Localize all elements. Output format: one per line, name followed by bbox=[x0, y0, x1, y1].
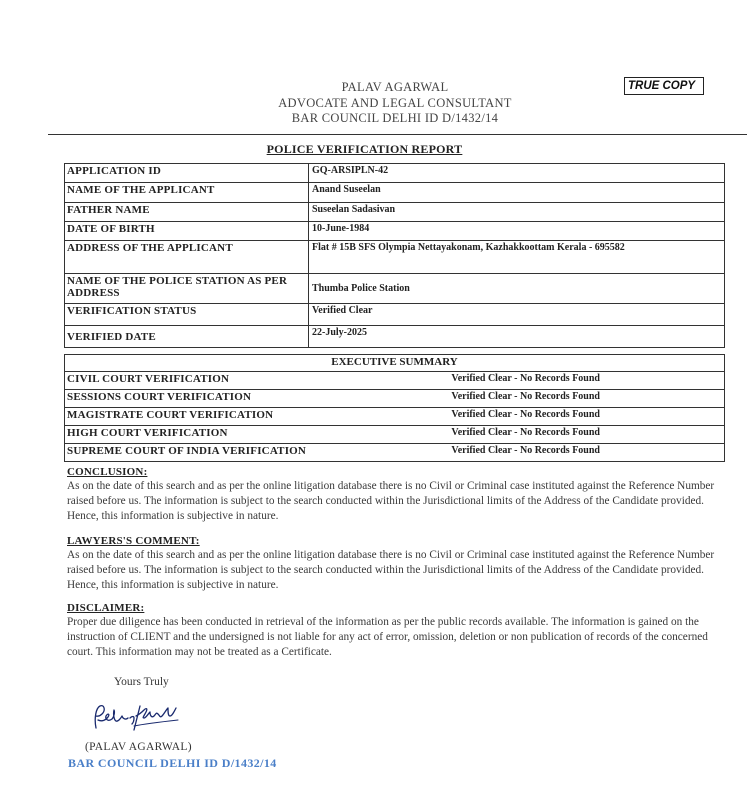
report-title: POLICE VERIFICATION REPORT bbox=[266, 142, 463, 156]
executive-summary-table bbox=[64, 354, 725, 462]
dob-label: DATE OF BIRTH bbox=[65, 222, 309, 241]
magistrate-court-label: MAGISTRATE COURT VERIFICATION bbox=[65, 408, 309, 426]
table-row bbox=[65, 444, 725, 462]
police-station-label: NAME OF THE POLICE STATION AS PER ADDRESS bbox=[65, 274, 309, 304]
sessions-court-value: Verified Clear - No Records Found bbox=[309, 390, 725, 408]
verification-status-value: Verified Clear bbox=[309, 304, 725, 326]
table-row bbox=[65, 326, 725, 348]
sessions-court-label: SESSIONS COURT VERIFICATION bbox=[65, 390, 309, 408]
father-name-label: FATHER NAME bbox=[65, 203, 309, 222]
true-copy-stamp: TRUE COPY bbox=[624, 77, 704, 95]
civil-court-label: CIVIL COURT VERIFICATION bbox=[65, 372, 309, 390]
table-row bbox=[65, 372, 725, 390]
lawyers-comment-heading: LAWYERS'S COMMENT: bbox=[67, 535, 200, 547]
father-name-value: Suseelan Sadasivan bbox=[309, 203, 725, 222]
verified-date-value: 22-July-2025 bbox=[309, 326, 725, 348]
magistrate-court-value: Verified Clear - No Records Found bbox=[309, 408, 725, 426]
header-divider bbox=[48, 134, 747, 135]
address-label: ADDRESS OF THE APPLICANT bbox=[65, 241, 309, 274]
conclusion-heading: CONCLUSION: bbox=[67, 466, 148, 478]
signatory-name: (PALAV AGARWAL) bbox=[85, 741, 192, 753]
table-row bbox=[65, 164, 725, 183]
table-row bbox=[65, 203, 725, 222]
disclaimer-heading: DISCLAIMER: bbox=[67, 602, 145, 614]
table-row bbox=[65, 390, 725, 408]
table-row bbox=[65, 241, 725, 274]
application-id-label: APPLICATION ID bbox=[65, 164, 309, 183]
civil-court-value: Verified Clear - No Records Found bbox=[309, 372, 725, 390]
handwritten-signature bbox=[88, 700, 188, 739]
table-row bbox=[65, 408, 725, 426]
verification-status-label: VERIFICATION STATUS bbox=[65, 304, 309, 326]
high-court-label: HIGH COURT VERIFICATION bbox=[65, 426, 309, 444]
table-row bbox=[65, 426, 725, 444]
verified-date-label: VERIFIED DATE bbox=[65, 326, 309, 348]
supreme-court-label: SUPREME COURT OF INDIA VERIFICATION bbox=[65, 444, 309, 462]
application-id-value: GQ-ARSIPLN-42 bbox=[309, 164, 725, 183]
dob-value: 10-June-1984 bbox=[309, 222, 725, 241]
disclaimer-section bbox=[67, 602, 727, 661]
closing-salutation: Yours Truly bbox=[114, 676, 169, 688]
applicant-details-table bbox=[64, 163, 725, 348]
applicant-name-label: NAME OF THE APPLICANT bbox=[65, 183, 309, 203]
table-row bbox=[65, 355, 725, 372]
high-court-value: Verified Clear - No Records Found bbox=[309, 426, 725, 444]
executive-summary-heading: EXECUTIVE SUMMARY bbox=[65, 355, 725, 372]
table-row bbox=[65, 183, 725, 203]
advocate-name: PALAV AGARWAL bbox=[341, 80, 449, 94]
conclusion-text: As on the date of this search and as per the online litigation database there is no Civil or Criminal case instituted against the Reference Number raised before us. The information is subject to the search conducted within the Jurisdictional limits of the Address of the Candidate provided. Hence, this information is subjective in nature. bbox=[67, 480, 715, 523]
applicant-name-value: Anand Suseelan bbox=[309, 183, 725, 203]
lawyers-comment-text: As on the date of this search and as per the online litigation database there is no Civil or Criminal case instituted against the Reference Number raised before us. The information is subject to the search conducted within the Jurisdictional limits of the Address of the Candidate provided. Hence, this information is subjective in nature. bbox=[67, 549, 715, 592]
address-value: Flat # 15B SFS Olympia Nettayakonam, Kazhakkoottam Kerala - 695582 bbox=[309, 241, 725, 274]
police-station-value: Thumba Police Station bbox=[309, 274, 725, 304]
lawyers-comment-section bbox=[67, 535, 727, 594]
advocate-title: ADVOCATE AND LEGAL CONSULTANT bbox=[278, 95, 512, 110]
disclaimer-text: Proper due diligence has been conducted in retrieval of the information as per the public records available. The information is gained on the instruction of CLIENT and the undersigned is not liable for any act of error, omission, deletion or non publication of records of the concerned court. This information may not be treated as a Certificate. bbox=[67, 616, 708, 659]
table-row bbox=[65, 222, 725, 241]
table-row bbox=[65, 304, 725, 326]
supreme-court-value: Verified Clear - No Records Found bbox=[309, 444, 725, 462]
signatory-bar-id: BAR COUNCIL DELHI ID D/1432/14 bbox=[68, 756, 277, 770]
table-row bbox=[65, 274, 725, 304]
bar-council-id: BAR COUNCIL DELHI ID D/1432/14 bbox=[291, 111, 499, 125]
conclusion-section bbox=[67, 466, 727, 525]
